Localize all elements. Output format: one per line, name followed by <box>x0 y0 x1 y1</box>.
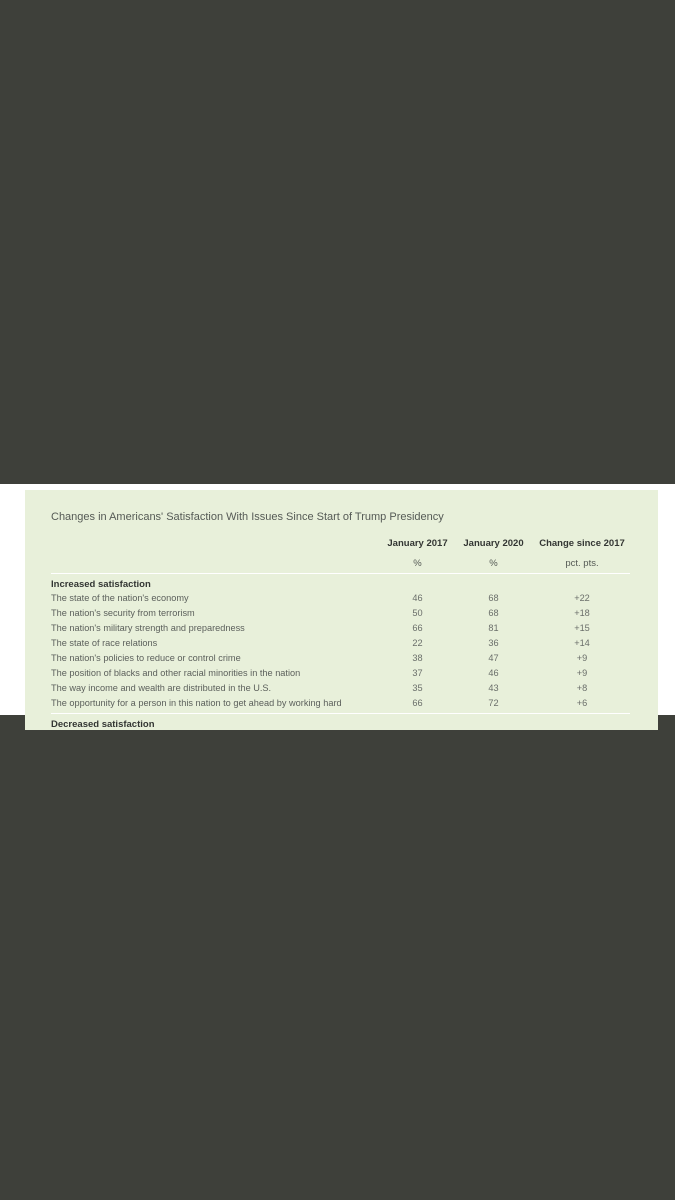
section-label-decreased: Decreased satisfaction <box>51 719 155 730</box>
value-jan-2020: 46 <box>488 668 499 678</box>
section-divider <box>51 713 630 714</box>
row-label: The state of race relations <box>51 638 158 648</box>
value-change: +6 <box>576 698 588 708</box>
unit-jan-2017: % <box>413 558 422 569</box>
column-header-jan-2017: January 2017 <box>387 538 448 549</box>
row-label: The position of blacks and other racial minorities in the nation <box>51 668 301 678</box>
value-change: +15 <box>574 623 590 633</box>
table-row <box>25 698 658 713</box>
value-change: +18 <box>574 608 590 618</box>
table-row <box>25 638 658 653</box>
table-row <box>25 683 658 698</box>
table-row <box>25 608 658 623</box>
value-change: +22 <box>574 593 590 603</box>
screenshot-panel <box>0 484 675 730</box>
header-divider <box>51 573 630 574</box>
table-card <box>25 490 658 730</box>
value-jan-2020: 81 <box>488 623 499 633</box>
value-change: +14 <box>574 638 590 648</box>
value-jan-2017: 66 <box>412 623 423 633</box>
value-jan-2020: 36 <box>488 638 499 648</box>
table-row <box>25 593 658 608</box>
row-label: The state of the nation's economy <box>51 593 189 603</box>
value-jan-2017: 37 <box>412 668 423 678</box>
value-jan-2020: 68 <box>488 593 499 603</box>
value-jan-2020: 47 <box>488 653 499 663</box>
column-header-jan-2020: January 2020 <box>463 538 524 549</box>
value-change: +9 <box>576 668 588 678</box>
value-jan-2017: 50 <box>412 608 423 618</box>
table-row <box>25 668 658 683</box>
table-row <box>25 653 658 668</box>
value-jan-2020: 43 <box>488 683 499 693</box>
row-label: The nation's military strength and preparedness <box>51 623 245 633</box>
row-label: The opportunity for a person in this nation to get ahead by working hard <box>51 698 342 708</box>
value-jan-2017: 35 <box>412 683 423 693</box>
value-change: +8 <box>576 683 588 693</box>
value-jan-2017: 66 <box>412 698 423 708</box>
unit-jan-2020: % <box>489 558 498 569</box>
value-jan-2017: 46 <box>412 593 423 603</box>
value-change: +9 <box>576 653 588 663</box>
value-jan-2020: 68 <box>488 608 499 618</box>
row-label: The nation's security from terrorism <box>51 608 195 618</box>
value-jan-2020: 72 <box>488 698 499 708</box>
table-title: Changes in Americans' Satisfaction With Issues Since Start of Trump Presidency <box>51 511 444 523</box>
section-label-increased: Increased satisfaction <box>51 579 151 590</box>
row-label: The nation's policies to reduce or control crime <box>51 653 241 663</box>
row-label: The way income and wealth are distributed in the U.S. <box>51 683 272 693</box>
column-header-change: Change since 2017 <box>539 538 625 549</box>
table-row <box>25 623 658 638</box>
value-jan-2017: 22 <box>412 638 423 648</box>
unit-change: pct. pts. <box>565 558 599 569</box>
value-jan-2017: 38 <box>412 653 423 663</box>
